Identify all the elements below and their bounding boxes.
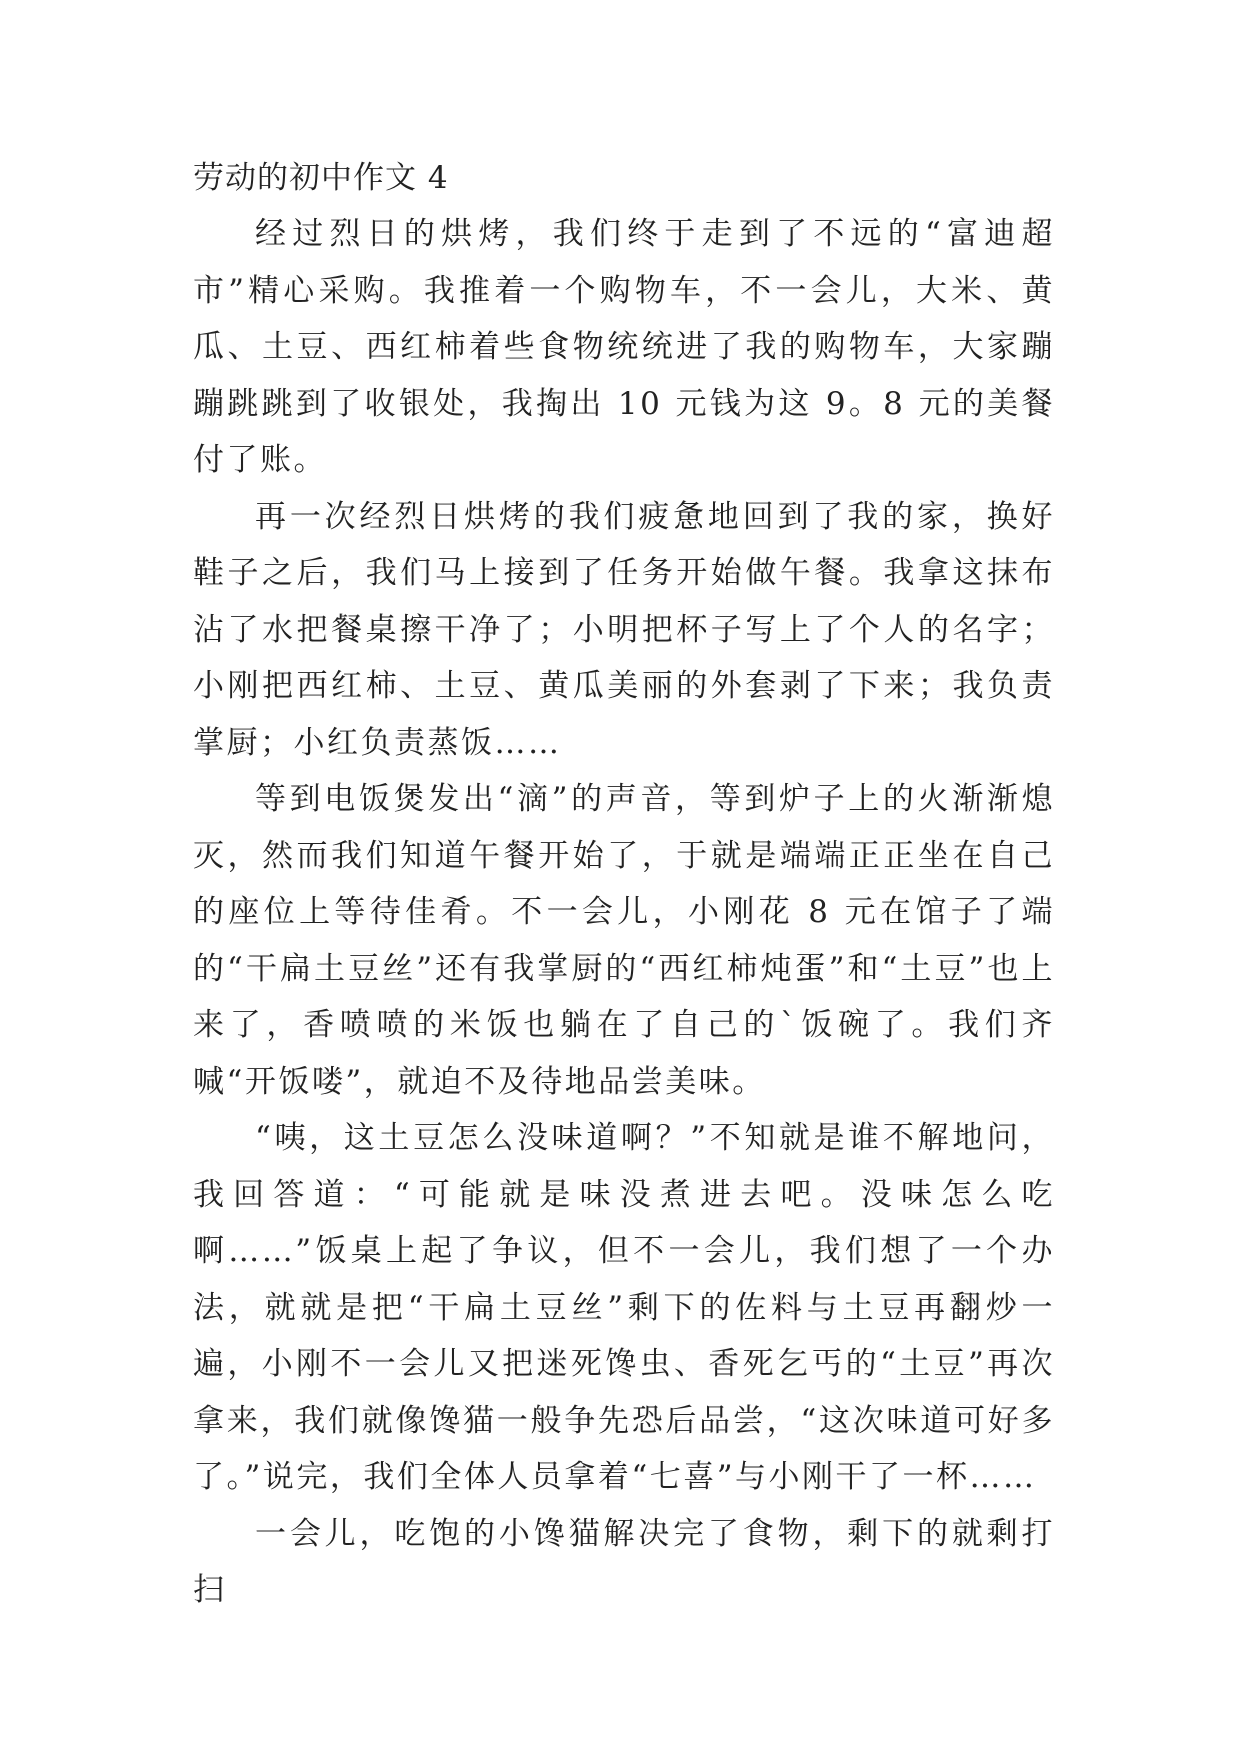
paragraph-cooking-tasks: 再一次经烈日烘烤的我们疲惫地回到了我的家，换好鞋子之后，我们马上接到了任务开始做午餐。我拿这抹布沾了水把餐桌擦干净了；小明把杯子写上了个人的名字；小刚把西红柿、土豆、黄瓜美丽的外套剥了下来；我负责掌厨；小红负责蒸饭…… [193,498,1055,761]
paragraph-cleanup: 一会儿，吃饱的小馋猫解决完了食物，剩下的就剩打扫 [193,1515,1055,1608]
paragraph-potato-discussion: “咦，这土豆怎么没味道啊？”不知就是谁不解地问，我回答道：“可能就是味没煮进去吧。没味怎么吃啊……”饭桌上起了争议，但不一会儿，我们想了一个办法，就就是把“干扁土豆丝”剩下的佐料与土豆再翻炒一遍，小刚不一会儿又把迷死馋虫、香死乞丐的“土豆”再次拿来，我们就像馋猫一般争先恐后品尝，“这次味道可好多了。”说完，我们全体人员拿着“七喜”与小刚干了一杯…… [193,1120,1055,1495]
document-title: 劳动的初中作文 4 [193,160,449,196]
paragraph-lunch-begins: 等到电饭煲发出“滴”的声音，等到炉子上的火渐渐熄灭，然而我们知道午餐开始了，于就是端端正正坐在自己的座位上等待佳肴。不一会儿，小刚花 8 元在馆子了端的“干扁土豆丝”还有我掌厨的“西红柿炖蛋”和“土豆”也上来了，香喷喷的米饭也躺在了自己的`饭碗了。我们齐喊“开饭喽”，就迫不及待地品尝美味。 [193,781,1055,1100]
document-page [193,150,1055,1619]
paragraph-shopping: 经过烈日的烘烤，我们终于走到了不远的“富迪超市”精心采购。我推着一个购物车，不一会儿，大米、黄瓜、土豆、西红柿着些食物统统进了我的购物车，大家蹦蹦跳跳到了收银处，我掏出 10 元钱为这 9。8 元的美餐付了账。 [193,216,1055,478]
